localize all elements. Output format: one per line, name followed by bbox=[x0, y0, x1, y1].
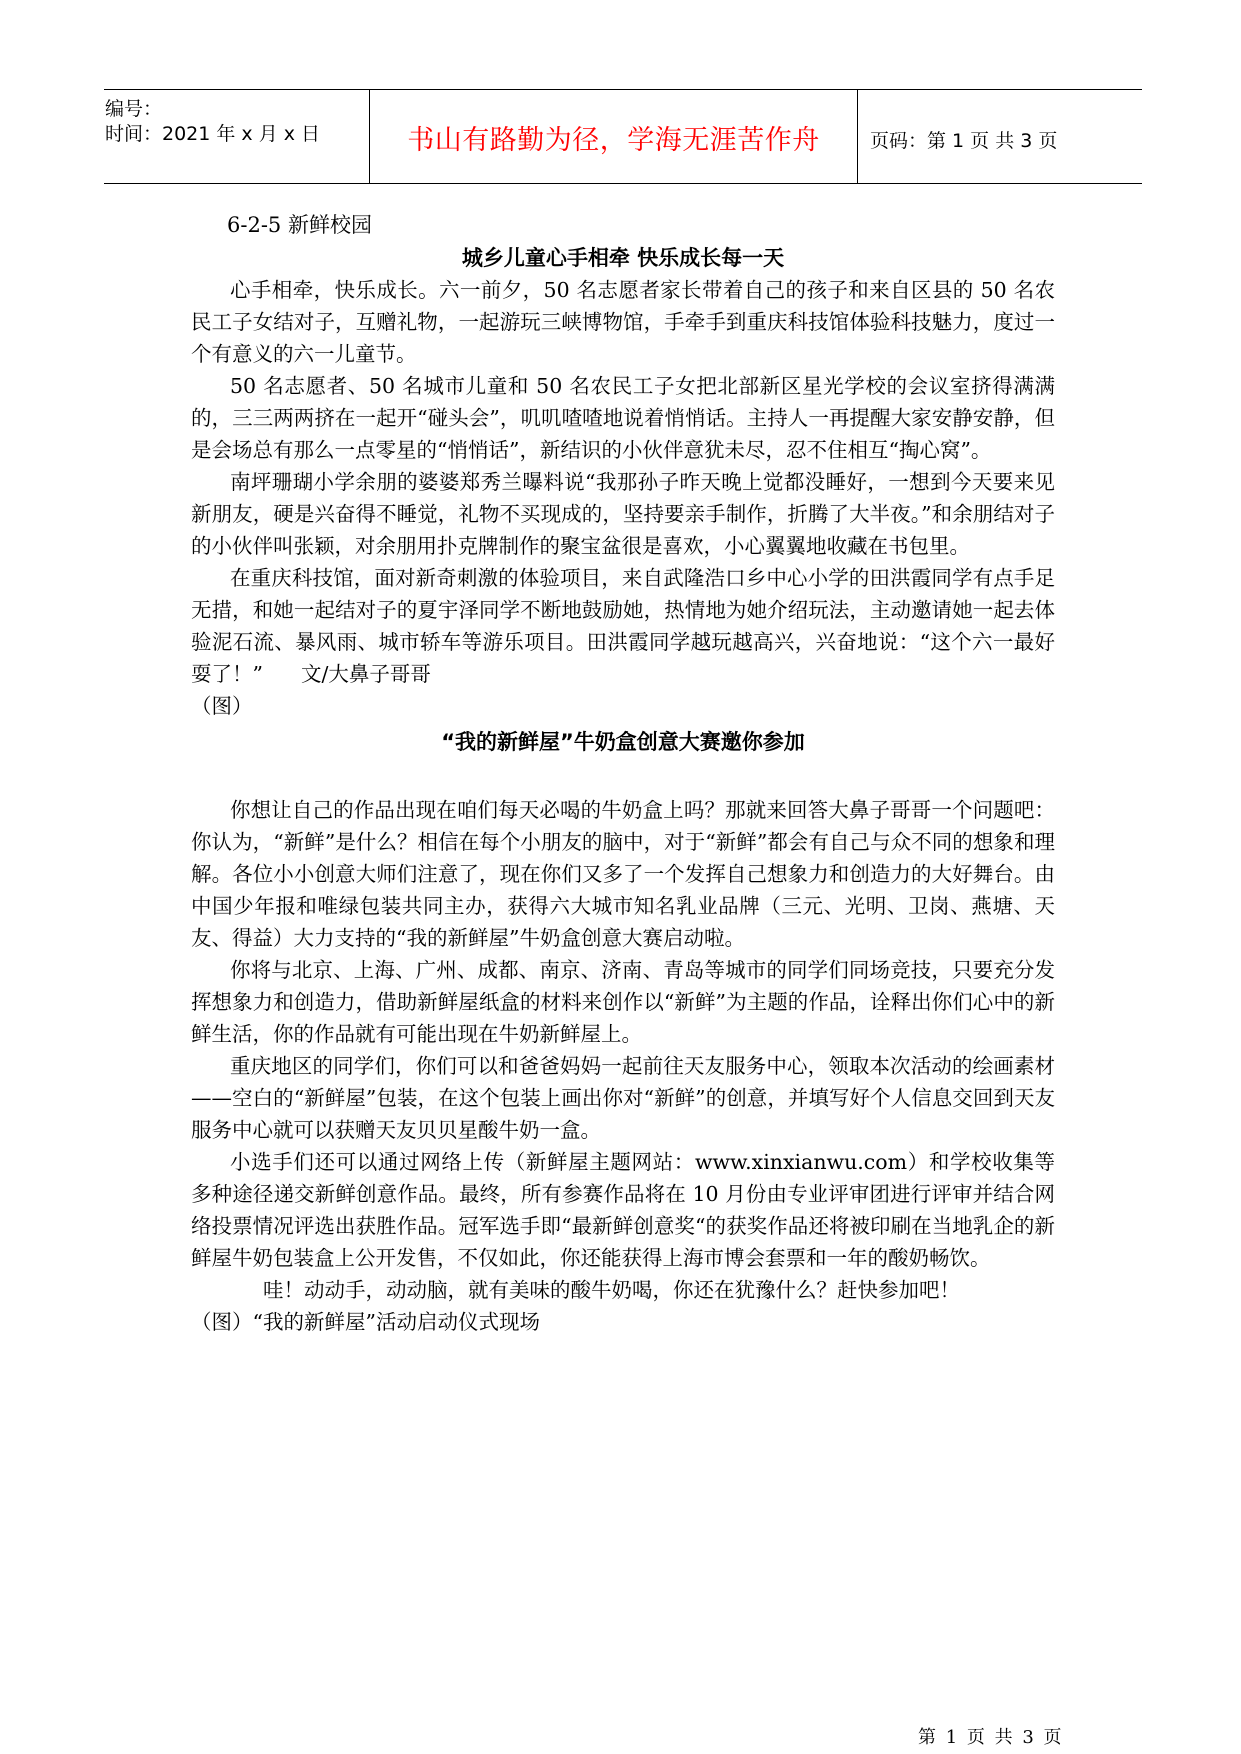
header-right-cell bbox=[859, 90, 1142, 183]
article1-figure-placeholder: （图） bbox=[191, 694, 253, 718]
article1-paragraph: 50 名志愿者、50 名城市儿童和 50 名农民工子女把北部新区星光学校的会议室挤得满满的，三三两两挤在一起开“碰头会”，叽叽喳喳地说着悄悄话。主持人一再提醒大家安静安静，但是会场总有那么一点零星的“悄悄话”，新结识的小伙伴意犹未尽，忍不住相互“掏心窝”。 bbox=[191, 374, 1055, 462]
article2-closing: 哇！动动手，动动脑，就有美味的酸牛奶喝，你还在犹豫什么？赶快参加吧！ bbox=[263, 1278, 960, 1302]
article2-title: “我的新鲜屋”牛奶盒创意大赛邀你参加 bbox=[441, 730, 805, 754]
article1-paragraph: 心手相牵，快乐成长。六一前夕，50 名志愿者家长带着自己的孩子和来自区县的 50 名农民工子女结对子，互赠礼物，一起游玩三峡博物馆，手牵手到重庆科技馆体验科技魅力，度过一个有意义的六一儿童节。 bbox=[191, 278, 1055, 366]
article2-figure-caption: （图）“我的新鲜屋”活动启动仪式现场 bbox=[191, 1310, 540, 1334]
date-label: 时间：2021 年 x 月 x 日 bbox=[105, 123, 321, 145]
page-info: 页码：第 1 页 共 3 页 bbox=[870, 130, 1058, 152]
article1-title: 城乡儿童心手相牵 快乐成长每一天 bbox=[461, 246, 785, 270]
article1-paragraph bbox=[191, 562, 1055, 690]
section-number: 6-2-5 新鲜校园 bbox=[227, 213, 372, 237]
article1-paragraph-text: 在重庆科技馆，面对新奇刺激的体验项目，来自武隆浩口乡中心小学的田洪霞同学有点手足无措，和她一起结对子的夏宇泽同学不断地鼓励她，热情地为她介绍玩法，主动邀请她一起去体验泥石流、暴风雨、城市轿车等游乐项目。田洪霞同学越玩越高兴，兴奋地说：“这个六一最好耍了！” bbox=[191, 566, 1055, 686]
page-footer: 第 1 页 共 3 页 bbox=[918, 1727, 1064, 1748]
document-body bbox=[191, 210, 1055, 1338]
blank-line bbox=[191, 758, 1055, 794]
serial-label: 编号： bbox=[105, 98, 163, 120]
motto-text: 书山有路勤为径，学海无涯苦作舟 bbox=[407, 125, 820, 156]
article2-paragraph: 重庆地区的同学们，你们可以和爸爸妈妈一起前往天友服务中心，领取本次活动的绘画素材——空白的“新鲜屋”包装，在这个包装上画出你对“新鲜”的创意，并填写好个人信息交回到天友服务中心就可以获赠天友贝贝星酸牛奶一盒。 bbox=[191, 1054, 1055, 1142]
article2-paragraph: 你想让自己的作品出现在咱们每天必喝的牛奶盒上吗？那就来回答大鼻子哥哥一个问题吧：你认为，“新鲜”是什么？相信在每个小朋友的脑中，对于“新鲜”都会有自己与众不同的想象和理解。各位小小创意大师们注意了，现在你们又多了一个发挥自己想象力和创造力的大好舞台。由中国少年报和唯绿包装共同主办，获得六大城市知名乳业品牌（三元、光明、卫岗、燕塘、天友、得益）大力支持的“我的新鲜屋”牛奶盒创意大赛启动啦。 bbox=[191, 798, 1055, 950]
article1-paragraph: 南坪珊瑚小学余朋的婆婆郑秀兰曝料说“我那孙子昨天晚上觉都没睡好，一想到今天要来见新朋友，硬是兴奋得不睡觉，礼物不买现成的，坚持要亲手制作，折腾了大半夜。”和余朋结对子的小伙伴叫张颖，对余朋用扑克牌制作的聚宝盆很是喜欢，小心翼翼地收藏在书包里。 bbox=[191, 470, 1055, 558]
header-center-cell bbox=[370, 90, 858, 183]
header-left-cell bbox=[104, 90, 370, 183]
article2-paragraph: 小选手们还可以通过网络上传（新鲜屋主题网站：www.xinxianwu.com）和学校收集等多种途径递交新鲜创意作品。最终，所有参赛作品将在 10 月份由专业评审团进行评审并结合网络投票情况评选出获胜作品。冠军选手即“最新鲜创意奖“的获奖作品还将被印刷在当地乳企的新鲜屋牛奶包装盒上公开发售，不仅如此，你还能获得上海市博会套票和一年的酸奶畅饮。 bbox=[191, 1150, 1055, 1270]
article2-paragraph: 你将与北京、上海、广州、成都、南京、济南、青岛等城市的同学们同场竞技，只要充分发挥想象力和创造力，借助新鲜屋纸盒的材料来创作以“新鲜”为主题的作品，诠释出你们心中的新鲜生活，你的作品就有可能出现在牛奶新鲜屋上。 bbox=[191, 958, 1055, 1046]
article1-byline: 文/大鼻子哥哥 bbox=[300, 662, 431, 686]
header-table bbox=[104, 89, 1142, 184]
